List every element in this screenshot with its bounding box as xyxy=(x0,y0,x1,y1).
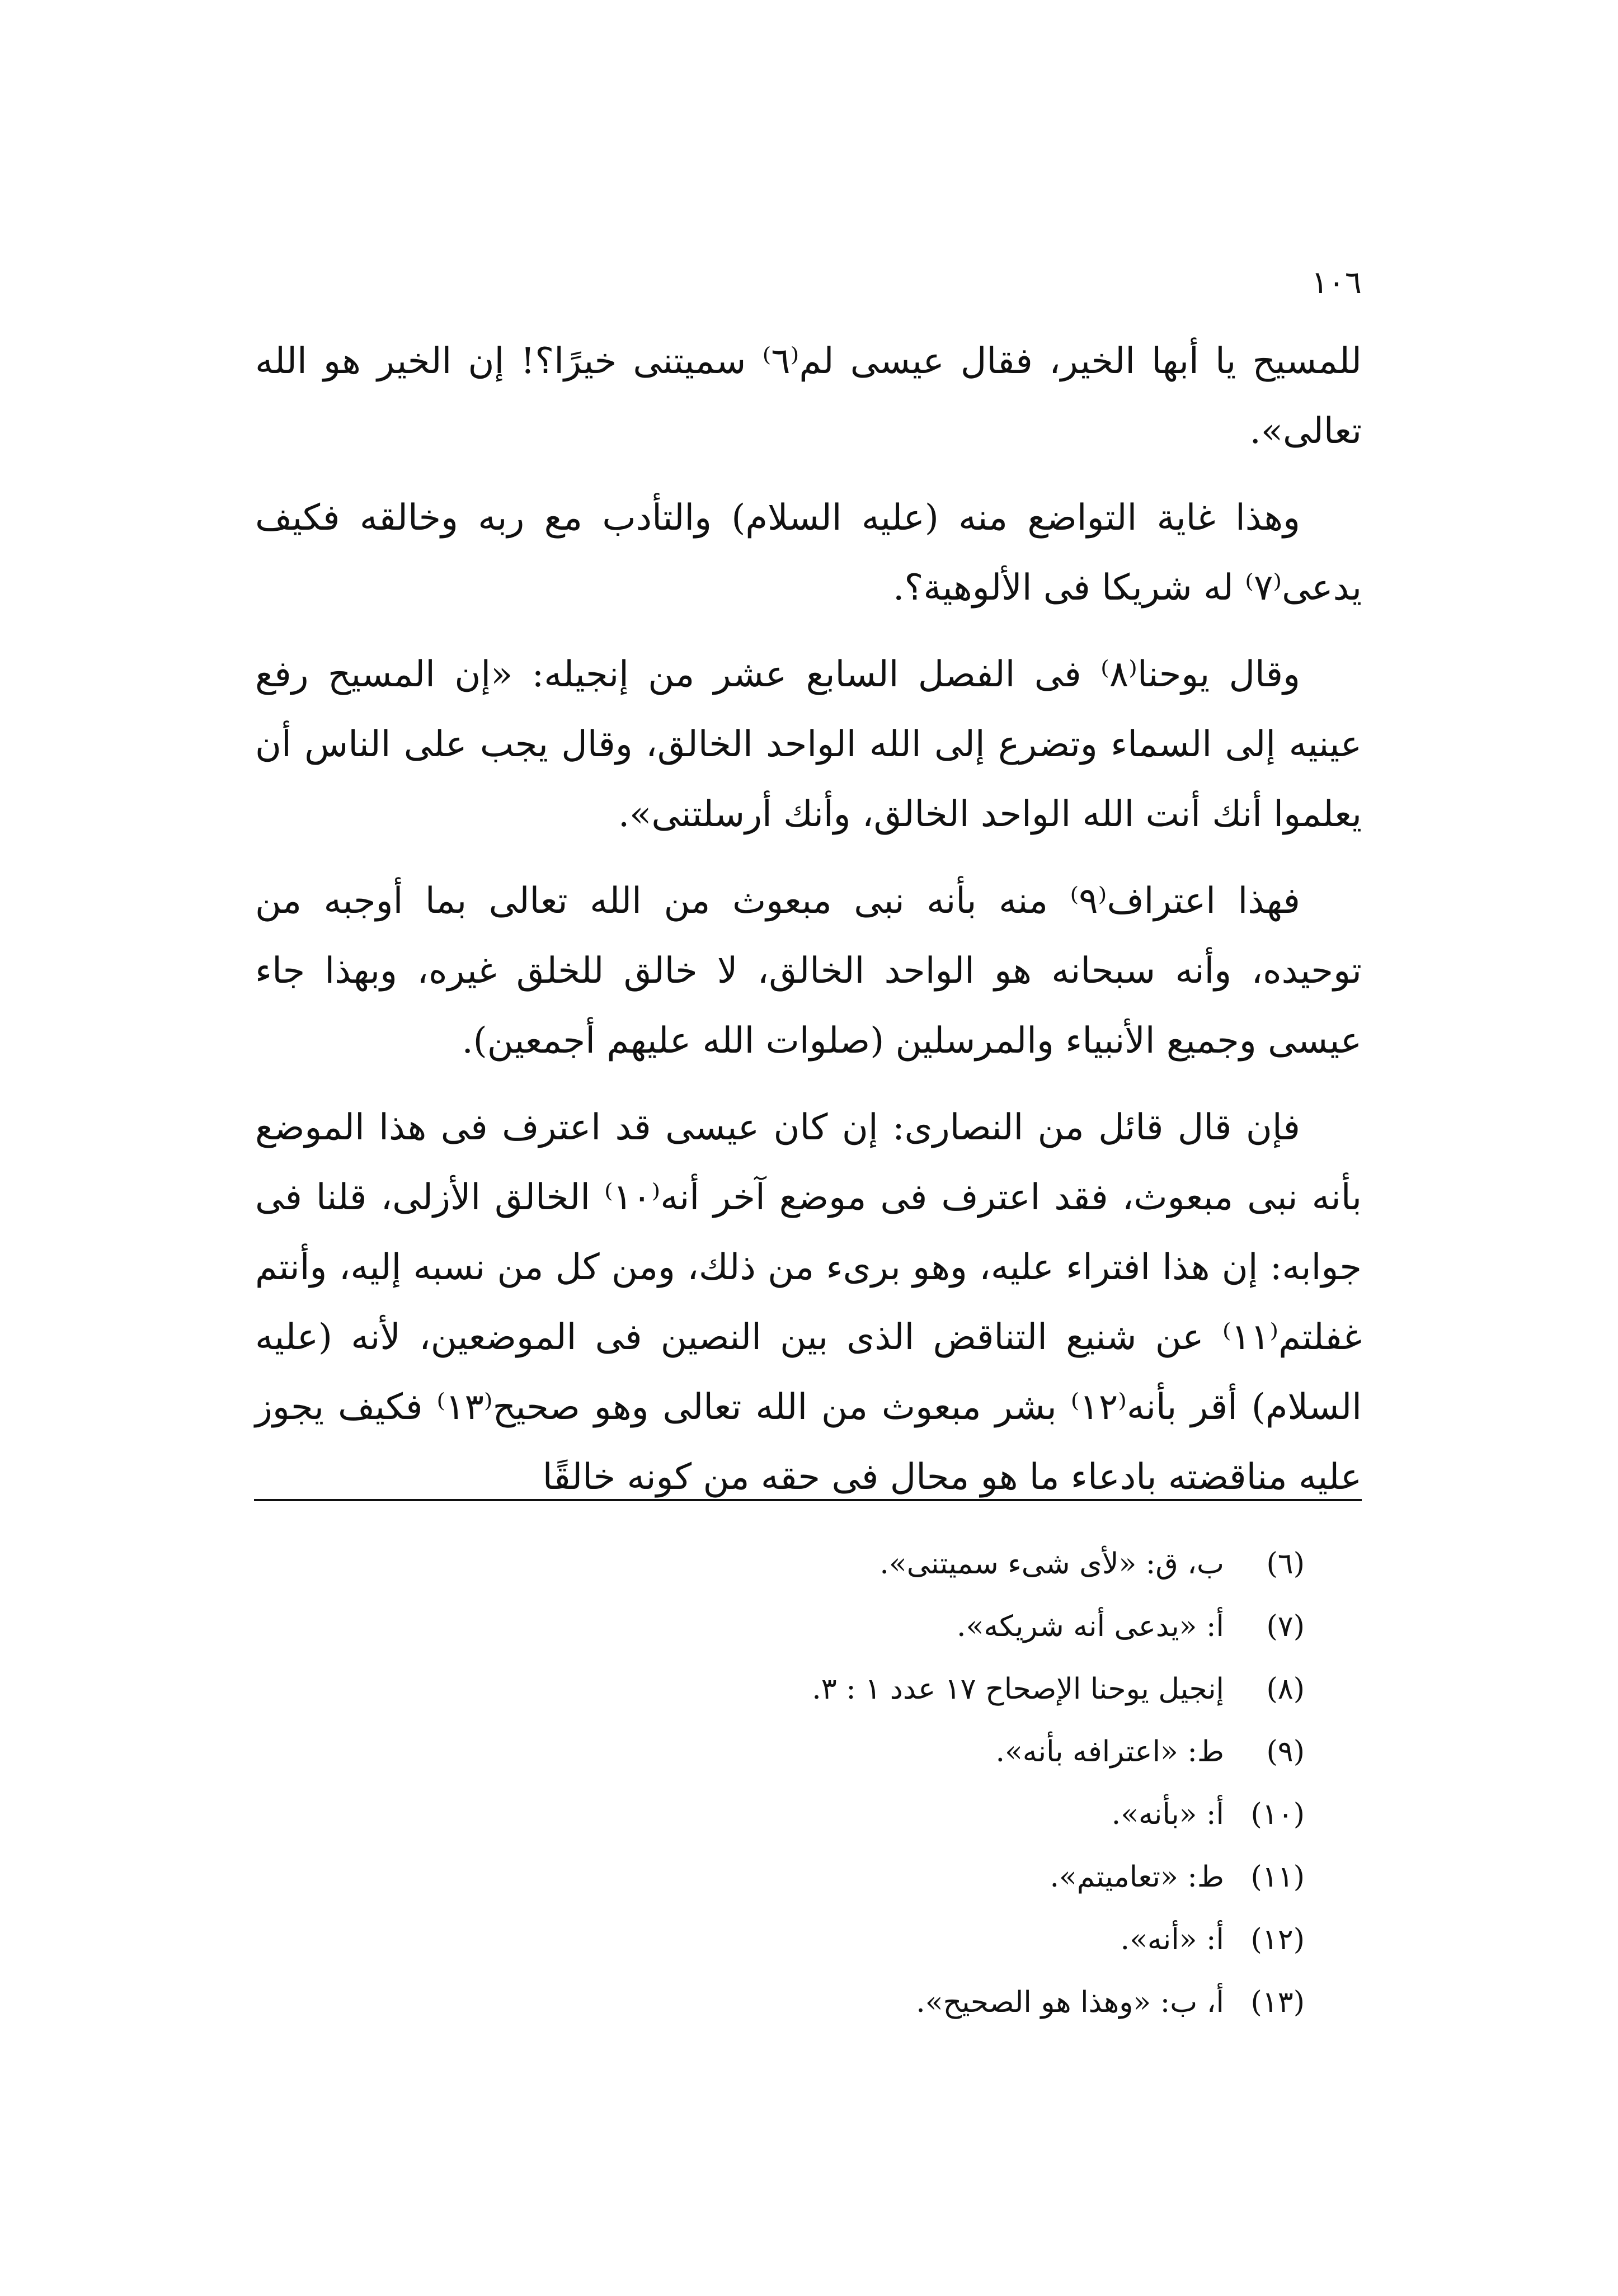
paragraph-continuation: للمسيح يا أبها الخير، فقال عيسى لم⁽٦⁾ سميتنى خيرًا؟! إن الخير هو الله تعالى». xyxy=(255,341,1362,452)
footnote-item xyxy=(255,1908,1305,1971)
footnote-number: (١١) xyxy=(1250,1860,1305,1894)
footnote-divider xyxy=(254,1499,1362,1501)
paragraph-humility: وهذا غاية التواضع منه (عليه السلام) والتأدب مع ربه وخالقه فكيف يدعى⁽٧⁾ له شريكا فى الألوهية؟. xyxy=(255,497,1362,609)
footnote-item xyxy=(255,1720,1305,1783)
paragraph-objection-reply: فإن قال قائل من النصارى: إن كان عيسى قد اعترف فى هذا الموضع بأنه نبى مبعوث، فقد اعترف فى موضع آخر أنه⁽١٠⁾ الخالق الأزلى، قلنا فى جوابه: إن هذا افتراء عليه، وهو برىء من ذلك، ومن كل من نسبه إليه، وأنتم غفلتم⁽١١⁾ عن شنيع التناقض الذى بين النصين فى الموضعين، لأنه (عليه السلام) أقر بأنه⁽١٢⁾ بشر مبعوث من الله تعالى وهو صحيح⁽١٣⁾ فكيف يجوز عليه مناقضته بادعاء ما هو محال فى حقه من كونه خالقًا xyxy=(255,1107,1362,1498)
footnote-number: (٦) xyxy=(1266,1547,1305,1581)
footnote-text: أ، ب: «وهذا هو الصحيح». xyxy=(916,1986,1224,2019)
footnote-item xyxy=(255,1971,1305,2034)
paragraph-john-quote: وقال يوحنا⁽٨⁾ فى الفصل السابع عشر من إنجيله: «إن المسيح رفع عينيه إلى السماء وتضرع إلى الله الواحد الخالق، وقال يجب على الناس أن يعلموا أنك أنت الله الواحد الخالق، وأنك أرسلتنى». xyxy=(255,654,1362,835)
footnote-text: ط: «تعاميتم». xyxy=(1050,1860,1224,1894)
footnote-item xyxy=(255,1658,1305,1720)
footnote-text: ط: «اعترافه بأنه». xyxy=(995,1735,1224,1769)
footnote-text: إنجيل يوحنا الإصحاح ١٧ عدد ١ : ٣. xyxy=(812,1672,1224,1706)
footnote-item xyxy=(255,1533,1305,1595)
footnote-number: (١٠) xyxy=(1250,1798,1305,1831)
footnote-number: (٩) xyxy=(1266,1735,1305,1769)
footnote-item xyxy=(255,1595,1305,1658)
footnotes xyxy=(255,1533,1305,2034)
main-text xyxy=(255,327,1362,1529)
paragraph-acknowledgment: فهذا اعتراف⁽٩⁾ منه بأنه نبى مبعوث من الله تعالى بما أوجبه من توحيده، وأنه سبحانه هو الواحد الخالق، لا خالق للخلق غيره، وبهذا جاء عيسى وجميع الأنبياء والمرسلين (صلوات الله عليهم أجمعين). xyxy=(255,880,1362,1062)
footnote-number: (١٢) xyxy=(1250,1923,1305,1956)
footnote-number: (٧) xyxy=(1266,1610,1305,1643)
footnote-text: أ: «يدعى أنه شريكه». xyxy=(957,1610,1224,1643)
page-number: ١٠٦ xyxy=(1311,265,1362,301)
footnote-text: أ: «بأنه». xyxy=(1111,1798,1224,1831)
footnote-item xyxy=(255,1846,1305,1908)
footnote-text: أ: «أنه». xyxy=(1120,1923,1224,1956)
footnote-item xyxy=(255,1783,1305,1846)
footnote-text: ب، ق: «لأى شىء سميتنى». xyxy=(879,1547,1224,1581)
footnote-number: (٨) xyxy=(1266,1672,1305,1706)
footnote-number: (١٣) xyxy=(1250,1986,1305,2019)
